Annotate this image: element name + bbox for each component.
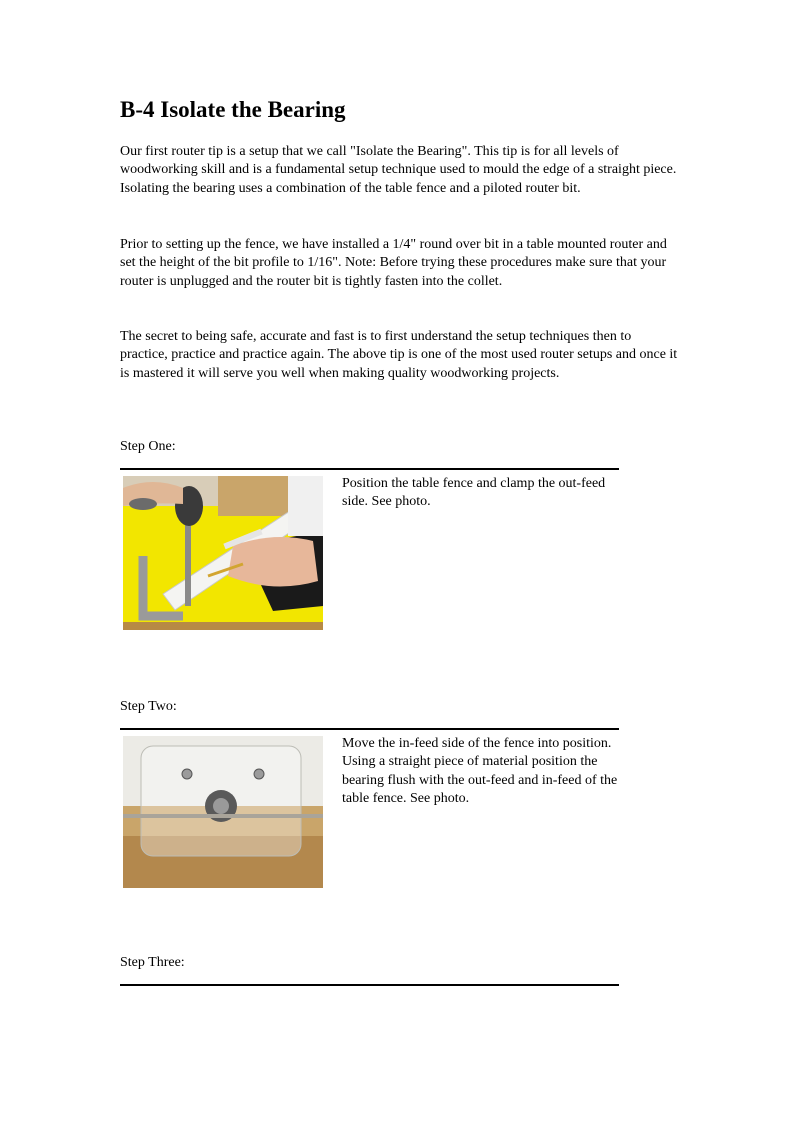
step-three-divider (120, 984, 619, 986)
step-one-label: Step One: (120, 439, 176, 454)
safety-paragraph: The secret to being safe, accurate and fast is to first understand the setup techniques then to practice, practice and practice again. The above tip is one of the most used router setups and once it is mastered it will serve you well when making quality woodworking projects. (120, 329, 678, 381)
step-two-text: Move the in-feed side of the fence into position. Using a straight piece of material position the bearing flush with the out-feed and in-feed of the table fence. See photo. (342, 736, 618, 807)
step-one-text: Position the table fence and clamp the out-feed side. See photo. (342, 476, 606, 510)
intro-paragraph: Our first router tip is a setup that we call "Isolate the Bearing". This tip is for all levels of woodworking skill and is a fundamental setup technique used to mould the edge of a straight piece. Isolating the bearing uses a combination of the table fence and a piloted router bit. (120, 144, 677, 196)
step-one-divider (120, 468, 619, 470)
step-two-photo (123, 736, 323, 890)
page-title: B-4 Isolate the Bearing (120, 97, 346, 122)
step-two-label: Step Two: (120, 699, 177, 714)
setup-paragraph: Prior to setting up the fence, we have installed a 1/4" round over bit in a table mounted router and set the height of the bit profile to 1/16". Note: Before trying these procedures make sure that your router is unplugged and the router bit is tightly fasten into the collet. (120, 237, 667, 289)
step-two-divider (120, 728, 619, 730)
step-one-photo (123, 476, 323, 630)
step-three-label: Step Three: (120, 955, 185, 970)
